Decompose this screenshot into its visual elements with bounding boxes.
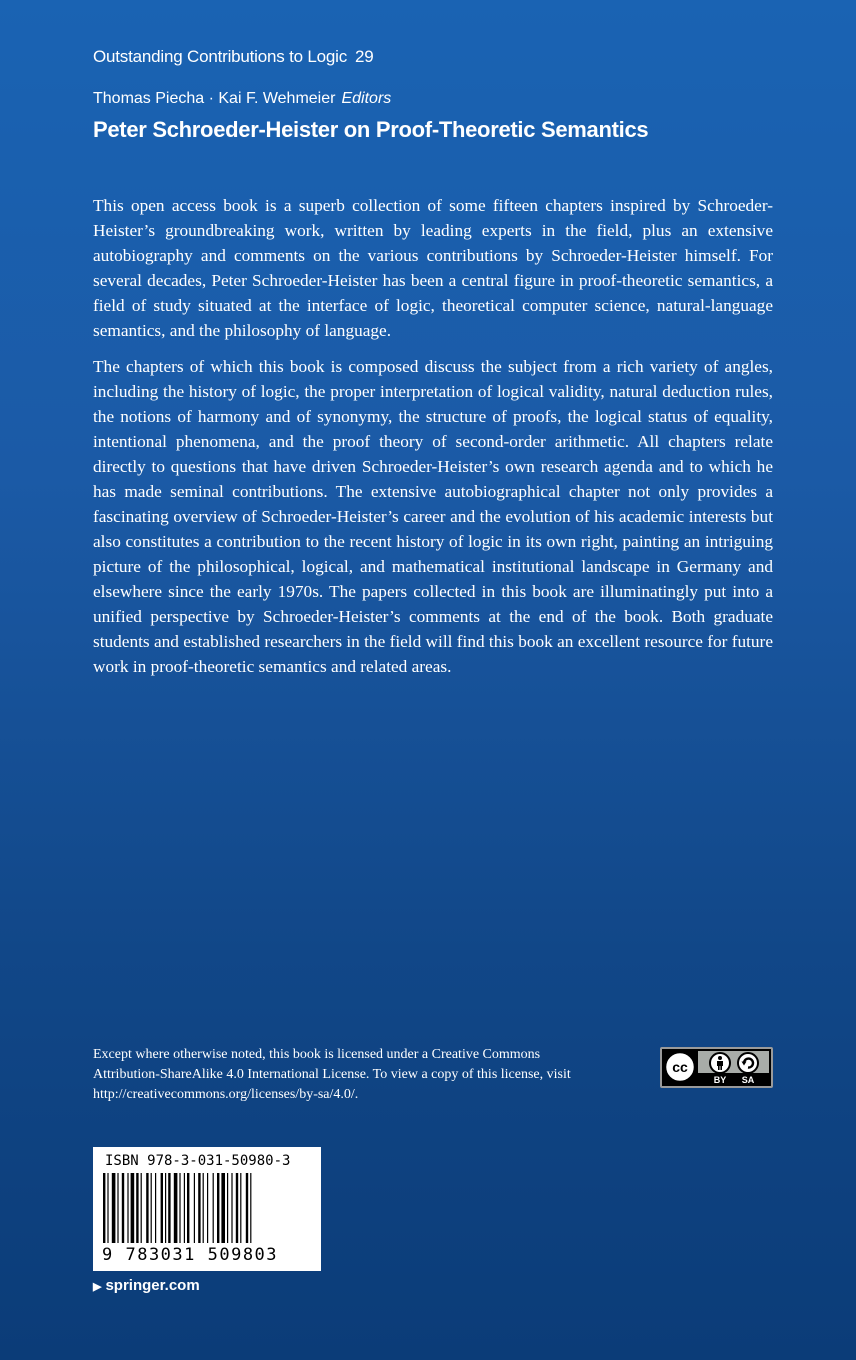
barcode-bar <box>250 1173 251 1243</box>
barcode-bar <box>141 1173 142 1243</box>
series-line <box>93 47 374 67</box>
publisher-url: springer.com <box>105 1277 200 1294</box>
barcode-bar <box>198 1173 200 1243</box>
barcode-bar <box>112 1173 116 1243</box>
barcode-bar <box>207 1173 208 1243</box>
cc-icon <box>665 1052 695 1082</box>
barcode-bar <box>136 1173 138 1243</box>
barcode-bar <box>240 1173 241 1243</box>
series-number: 29 <box>355 47 374 66</box>
barcode-bar <box>213 1173 214 1243</box>
barcode-bar <box>151 1173 152 1243</box>
barcode-bar <box>168 1173 170 1243</box>
barcode-bar <box>146 1173 148 1243</box>
blurb-paragraph: The chapters of which this book is composed discuss the subject from a rich variety of angles, including the history of logic, the proper interpretation of logical validity, natural deduction rules, the notions of harmony and of synonymy, the structure of proofs, the logical status of equality, intentional phenomena, and the proof theory of second-order arithmetic. All chapters relate directly to questions that have driven Schroeder-Heister’s own research agenda and to which he has made seminal contributions. The extensive autobiographical chapter not only provides a fascinating overview of Schroeder-Heister’s career and the evolution of his academic interests but also constitutes a contribution to the recent history of logic in its own right, painting an intriguing picture of the philosophical, logical, and mathematical institutional landscape in Germany and elsewhere since the early 1970s. The papers collected in this book are illuminatingly put into a unified perspective by Schroeder-Heister’s comments at the end of the book. Both graduate students and established researchers in the field will find this book an excellent resource for future work in proof-theoretic semantics and related areas. <box>93 357 773 676</box>
barcode-bar <box>127 1173 128 1243</box>
barcode-bar <box>131 1173 135 1243</box>
barcode-bar <box>203 1173 204 1243</box>
barcode-bar <box>231 1173 232 1243</box>
license-notice: Except where otherwise noted, this book is licensed under a Creative Commons Attribution-ShareAlike 4.0 International License. To view a copy of this license, visit http://creativecommons.org/licenses/by-sa/4.0/. <box>93 1047 571 1102</box>
barcode-bar <box>227 1173 228 1243</box>
barcode-bar <box>117 1173 118 1243</box>
barcode-bar <box>184 1173 185 1243</box>
publisher-link[interactable] <box>93 1277 200 1294</box>
barcode-bar <box>187 1173 189 1243</box>
cc-badge-graphic <box>662 1049 771 1086</box>
isbn-label: ISBN 978-3-031-50980-3 <box>105 1153 291 1169</box>
blurb-paragraph: This open access book is a superb collection of some fifteen chapters inspired by Schroeder-Heister’s groundbreaking work, written by leading experts in the field, plus an extensive autobiography and comments on the various contributions by Schroeder-Heister himself. For several decades, Peter Schroeder-Heister has been a central figure in proof-theoretic semantics, a field of study situated at the interface of logic, theoretical computer science, natural-language semantics, and the philosophy of language. <box>93 196 773 340</box>
book-title: Peter Schroeder-Heister on Proof-Theoretic Semantics <box>93 117 649 142</box>
barcode-bar <box>165 1173 166 1243</box>
barcode-bar <box>236 1173 238 1243</box>
barcode-bar <box>221 1173 225 1243</box>
arrow-right-icon: ▶ <box>93 1281 102 1293</box>
barcode-bar <box>246 1173 248 1243</box>
editors-line <box>93 90 391 108</box>
barcode-bar <box>174 1173 178 1243</box>
barcode-bar <box>217 1173 219 1243</box>
barcode-bar <box>122 1173 124 1243</box>
editor-names: Thomas Piecha · Kai F. Wehmeier <box>93 90 336 107</box>
cc-by-sa-badge[interactable] <box>660 1047 773 1088</box>
barcode-bar <box>161 1173 163 1243</box>
barcode-digits: 9 783031 509803 <box>102 1245 279 1265</box>
isbn-barcode-box <box>93 1147 321 1271</box>
barcode-icon <box>101 1173 313 1243</box>
cc-label: cc <box>672 1059 688 1075</box>
editors-role: Editors <box>341 90 392 107</box>
series-name: Outstanding Contributions to Logic <box>93 47 348 66</box>
barcode-bar <box>194 1173 195 1243</box>
by-label: BY <box>713 1075 727 1085</box>
by-person-icon <box>710 1053 730 1073</box>
barcode-bar <box>155 1173 156 1243</box>
sa-share-icon <box>738 1053 758 1073</box>
blurb <box>93 193 773 690</box>
sa-label: SA <box>741 1075 755 1085</box>
barcode-bar <box>103 1173 105 1243</box>
barcode-bar <box>179 1173 180 1243</box>
barcode-bar <box>107 1173 108 1243</box>
